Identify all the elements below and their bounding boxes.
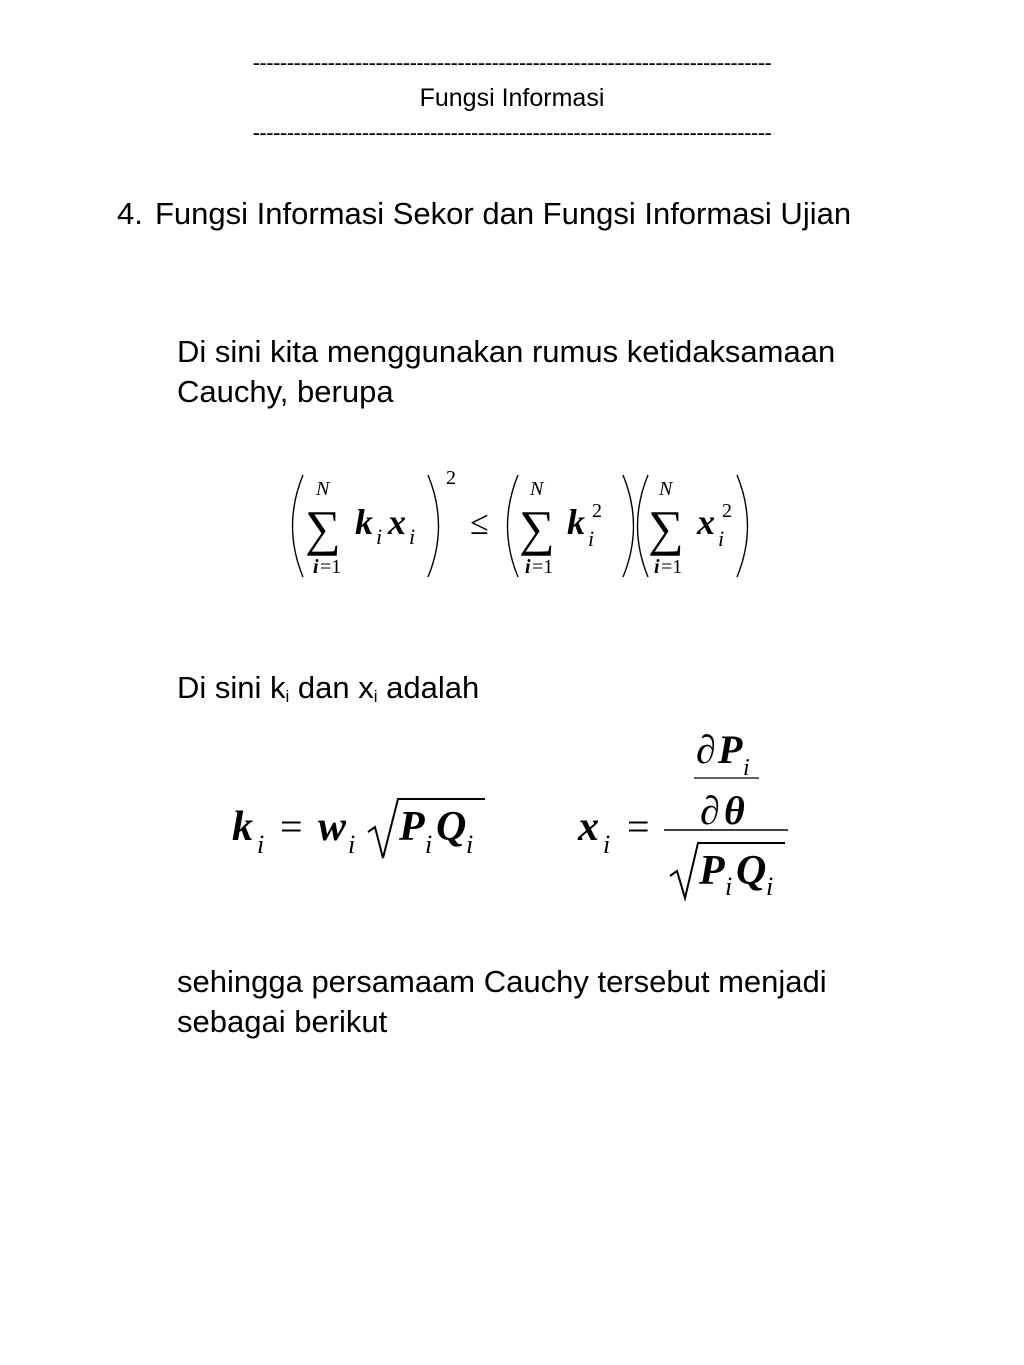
var-k: k xyxy=(567,502,585,542)
var-P: P xyxy=(699,848,725,894)
subscript-i: i xyxy=(285,687,290,706)
sub-i: i xyxy=(725,872,733,901)
sub-i: i xyxy=(409,524,416,549)
sub-i: i xyxy=(257,830,265,859)
sum-index-start: =1 xyxy=(532,556,554,578)
power-2: 2 xyxy=(592,500,602,522)
partial-symbol: ∂ xyxy=(696,727,716,772)
definitions-paragraph xyxy=(177,668,917,708)
left-paren xyxy=(508,475,519,577)
sum-index-start: =1 xyxy=(320,556,342,578)
x-definition-formula xyxy=(577,727,788,901)
sub-i: i xyxy=(466,830,474,859)
var-P: P xyxy=(399,804,425,850)
sub-i: i xyxy=(588,526,595,551)
sub-i: i xyxy=(766,872,774,901)
header-rule-top: ---------------------------------------------------------------------------- xyxy=(252,52,772,74)
sub-i: i xyxy=(348,830,356,859)
power-2: 2 xyxy=(722,500,732,522)
sigma-symbol: ∑ xyxy=(305,500,341,556)
subscript-i: i xyxy=(373,687,378,706)
page-header-title: Fungsi Informasi xyxy=(419,84,605,112)
sum-index-var: i xyxy=(525,556,531,578)
var-theta: θ xyxy=(724,788,745,833)
section-number: 4. xyxy=(117,196,143,231)
sub-i: i xyxy=(376,524,383,549)
var-x: x xyxy=(697,502,715,542)
sum-upper-limit: N xyxy=(530,478,544,500)
sum-index-var: i xyxy=(313,556,319,578)
var-x: x xyxy=(388,502,406,542)
less-or-equal-symbol: ≤ xyxy=(470,505,489,542)
var-P: P xyxy=(718,727,743,772)
right-paren xyxy=(737,475,748,577)
k-definition-formula xyxy=(232,799,485,859)
sub-i: i xyxy=(743,755,750,781)
sub-i: i xyxy=(718,526,725,551)
definitions-text: Di sini k xyxy=(177,670,286,705)
var-w: w xyxy=(318,804,347,850)
intro-paragraph: Di sini kita menggunakan rumus ketidaksamaan Cauchy, berupa xyxy=(177,334,836,409)
var-Q: Q xyxy=(736,848,767,894)
sub-i: i xyxy=(425,830,433,859)
section-title: Fungsi Informasi Sekor dan Fungsi Informasi Ujian xyxy=(155,196,852,231)
right-paren xyxy=(623,475,634,577)
cauchy-inequality xyxy=(293,467,748,578)
sum-upper-limit: N xyxy=(659,478,673,500)
partial-symbol: ∂ xyxy=(700,788,720,833)
equals-sign: = xyxy=(280,804,303,849)
definitions-text: dan x xyxy=(289,670,374,705)
sum-index-start: =1 xyxy=(661,556,683,578)
sigma-symbol: ∑ xyxy=(648,500,684,556)
var-k: k xyxy=(232,804,253,850)
var-Q: Q xyxy=(436,804,467,850)
sum-upper-limit: N xyxy=(316,478,330,500)
var-x: x xyxy=(578,804,599,850)
left-paren xyxy=(638,475,649,577)
definitions-text: adalah xyxy=(377,670,480,705)
header-rule-bottom: ---------------------------------------------------------------------------- xyxy=(252,122,772,144)
right-paren xyxy=(428,475,439,577)
sum-index-var: i xyxy=(654,556,660,578)
left-paren xyxy=(293,475,304,577)
sigma-symbol: ∑ xyxy=(519,500,555,556)
power-2: 2 xyxy=(446,467,456,489)
var-k: k xyxy=(355,502,373,542)
sub-i: i xyxy=(603,830,611,859)
conclusion-paragraph: sehingga persamaam Cauchy tersebut menjadi sebagai berikut xyxy=(177,964,827,1039)
equals-sign: = xyxy=(627,804,650,849)
